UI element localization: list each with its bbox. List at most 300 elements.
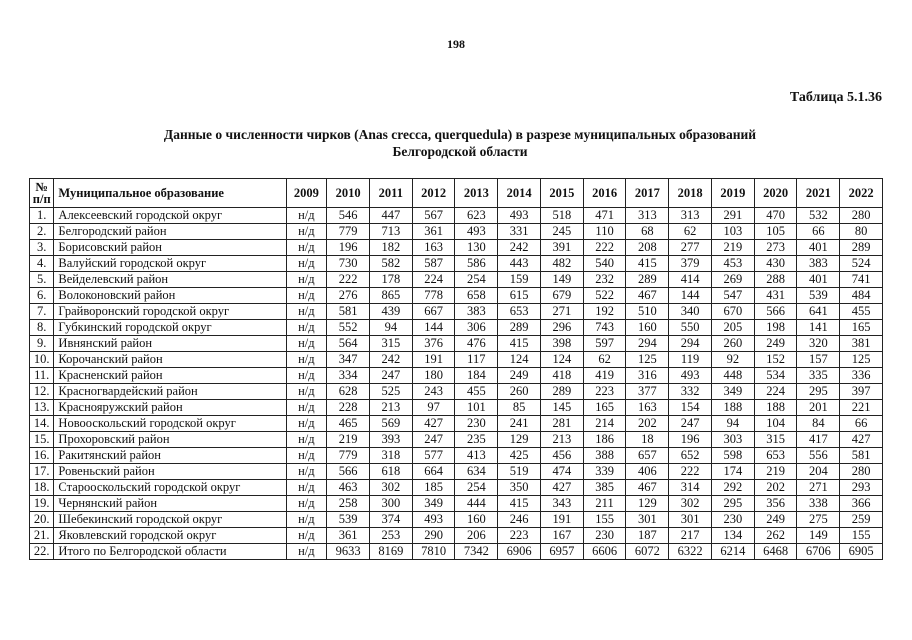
header-year: 2018 (669, 179, 712, 208)
cell-value: 129 (626, 496, 669, 512)
cell-value: 129 (498, 432, 541, 448)
cell-value: 525 (369, 384, 412, 400)
cell-value: 493 (412, 512, 455, 528)
cell-value: 550 (669, 320, 712, 336)
header-year: 2015 (540, 179, 583, 208)
cell-value: 196 (669, 432, 712, 448)
cell-value: 586 (455, 256, 498, 272)
table-row (30, 480, 883, 496)
cell-value: 6905 (840, 544, 883, 560)
cell-value: 149 (797, 528, 840, 544)
cell-value: 413 (455, 448, 498, 464)
cell-value: 110 (583, 224, 626, 240)
cell-value: 540 (583, 256, 626, 272)
cell-value: 149 (540, 272, 583, 288)
cell-value: 180 (412, 368, 455, 384)
row-index: 14. (30, 416, 54, 432)
municipality-name: Волоконовский район (54, 288, 286, 304)
table-body (30, 208, 883, 560)
cell-value: 518 (540, 208, 583, 224)
cell-value: 383 (455, 304, 498, 320)
page-number: 198 (447, 37, 465, 51)
cell-value: 97 (412, 400, 455, 416)
cell-value: 398 (540, 336, 583, 352)
row-index: 16. (30, 448, 54, 464)
cell-value: 467 (626, 288, 669, 304)
header-year: 2020 (754, 179, 797, 208)
cell-value: 186 (583, 432, 626, 448)
cell-value: 448 (711, 368, 754, 384)
cell-value: 493 (669, 368, 712, 384)
cell-value: 664 (412, 464, 455, 480)
cell-value: 634 (455, 464, 498, 480)
cell-value: 219 (754, 464, 797, 480)
cell-value: 275 (797, 512, 840, 528)
cell-value: 6214 (711, 544, 754, 560)
row-index: 6. (30, 288, 54, 304)
cell-value: 316 (626, 368, 669, 384)
caption-line-1: Данные о численности чирков (Anas crecca, querquedula) в разрезе муниципальных образований (163, 127, 757, 142)
cell-value: 68 (626, 224, 669, 240)
cell-value: 381 (840, 336, 883, 352)
cell-value: 618 (369, 464, 412, 480)
municipality-name: Алексеевский городской округ (54, 208, 286, 224)
municipality-name: Ивнянский район (54, 336, 286, 352)
table-row (30, 384, 883, 400)
header-index: № п/п (30, 179, 54, 208)
cell-value: 192 (583, 304, 626, 320)
municipality-name: Итого по Белгородской области (54, 544, 286, 560)
table-row (30, 288, 883, 304)
cell-value: 258 (327, 496, 370, 512)
cell-value: 202 (626, 416, 669, 432)
cell-value: 300 (369, 496, 412, 512)
table-row (30, 464, 883, 480)
cell-value: 205 (711, 320, 754, 336)
cell-value: н/д (286, 496, 327, 512)
cell-value: 779 (327, 224, 370, 240)
cell-value: 401 (797, 240, 840, 256)
cell-value: 376 (412, 336, 455, 352)
cell-value: 356 (754, 496, 797, 512)
cell-value: 391 (540, 240, 583, 256)
cell-value: 552 (327, 320, 370, 336)
municipality-name: Вейделевский район (54, 272, 286, 288)
cell-value: 315 (369, 336, 412, 352)
cell-value: 453 (711, 256, 754, 272)
cell-value: 222 (669, 464, 712, 480)
row-index: 8. (30, 320, 54, 336)
cell-value: н/д (286, 384, 327, 400)
table-row (30, 496, 883, 512)
municipality-name: Чернянский район (54, 496, 286, 512)
cell-value: 338 (797, 496, 840, 512)
row-index: 3. (30, 240, 54, 256)
cell-value: 167 (540, 528, 583, 544)
cell-value: 332 (669, 384, 712, 400)
cell-value: 155 (840, 528, 883, 544)
cell-value: 208 (626, 240, 669, 256)
cell-value: 419 (583, 368, 626, 384)
cell-value: н/д (286, 256, 327, 272)
cell-value: 213 (369, 400, 412, 416)
cell-value: 415 (498, 336, 541, 352)
cell-value: н/д (286, 480, 327, 496)
cell-value: 260 (711, 336, 754, 352)
municipality-name: Яковлевский городской округ (54, 528, 286, 544)
cell-value: 160 (626, 320, 669, 336)
cell-value: 232 (583, 272, 626, 288)
cell-value: н/д (286, 272, 327, 288)
cell-value: 152 (754, 352, 797, 368)
cell-value: 6906 (498, 544, 541, 560)
cell-value: 532 (797, 208, 840, 224)
cell-value: 349 (412, 496, 455, 512)
municipality-name: Старооскольский городской округ (54, 480, 286, 496)
cell-value: н/д (286, 240, 327, 256)
cell-value: 62 (583, 352, 626, 368)
header-year: 2021 (797, 179, 840, 208)
cell-value: 302 (669, 496, 712, 512)
table-row (30, 256, 883, 272)
cell-value: 198 (754, 320, 797, 336)
cell-value: н/д (286, 400, 327, 416)
cell-value: 476 (455, 336, 498, 352)
cell-value: 347 (327, 352, 370, 368)
cell-value: 182 (369, 240, 412, 256)
cell-value: 652 (669, 448, 712, 464)
cell-value: 339 (583, 464, 626, 480)
cell-value: 117 (455, 352, 498, 368)
cell-value: 273 (754, 240, 797, 256)
cell-value: 7342 (455, 544, 498, 560)
cell-value: 188 (754, 400, 797, 416)
cell-value: 187 (626, 528, 669, 544)
cell-value: н/д (286, 320, 327, 336)
cell-value: 743 (583, 320, 626, 336)
cell-value: 379 (669, 256, 712, 272)
cell-value: 406 (626, 464, 669, 480)
cell-value: 7810 (412, 544, 455, 560)
cell-value: 165 (840, 320, 883, 336)
cell-value: 160 (455, 512, 498, 528)
cell-value: 313 (669, 208, 712, 224)
cell-value: 289 (840, 240, 883, 256)
cell-value: 196 (327, 240, 370, 256)
row-index: 18. (30, 480, 54, 496)
cell-value: 361 (412, 224, 455, 240)
cell-value: 276 (327, 288, 370, 304)
cell-value: 456 (540, 448, 583, 464)
cell-value: 471 (583, 208, 626, 224)
cell-value: 741 (840, 272, 883, 288)
cell-value: 157 (797, 352, 840, 368)
cell-value: 427 (412, 416, 455, 432)
caption-line-2: Белгородской области (392, 144, 528, 159)
cell-value: 230 (455, 416, 498, 432)
cell-value: 155 (583, 512, 626, 528)
cell-value: 222 (327, 272, 370, 288)
table-row (30, 336, 883, 352)
cell-value: 125 (626, 352, 669, 368)
cell-value: 222 (583, 240, 626, 256)
cell-value: 556 (797, 448, 840, 464)
cell-value: 271 (797, 480, 840, 496)
cell-value: 163 (626, 400, 669, 416)
cell-value: 427 (540, 480, 583, 496)
cell-value: 130 (455, 240, 498, 256)
cell-value: 447 (369, 208, 412, 224)
header-year: 2012 (412, 179, 455, 208)
cell-value: 444 (455, 496, 498, 512)
cell-value: 340 (669, 304, 712, 320)
municipality-name: Губкинский городской округ (54, 320, 286, 336)
cell-value: 628 (327, 384, 370, 400)
cell-value: 259 (840, 512, 883, 528)
municipality-name: Корочанский район (54, 352, 286, 368)
cell-value: 66 (797, 224, 840, 240)
cell-value: 349 (711, 384, 754, 400)
municipality-name: Ракитянский район (54, 448, 286, 464)
cell-value: 202 (754, 480, 797, 496)
cell-value: 415 (626, 256, 669, 272)
cell-value: 145 (540, 400, 583, 416)
cell-value: н/д (286, 208, 327, 224)
cell-value: 564 (327, 336, 370, 352)
table-header-row (30, 179, 883, 208)
row-index: 21. (30, 528, 54, 544)
cell-value: 241 (498, 416, 541, 432)
cell-value: 366 (840, 496, 883, 512)
cell-value: 401 (797, 272, 840, 288)
cell-value: 105 (754, 224, 797, 240)
row-index: 7. (30, 304, 54, 320)
cell-value: 134 (711, 528, 754, 544)
cell-value: 427 (840, 432, 883, 448)
cell-value: 281 (540, 416, 583, 432)
cell-value: 470 (754, 208, 797, 224)
cell-value: 320 (797, 336, 840, 352)
header-year: 2014 (498, 179, 541, 208)
cell-value: 295 (711, 496, 754, 512)
cell-value: 547 (711, 288, 754, 304)
cell-value: 223 (498, 528, 541, 544)
cell-value: 6322 (669, 544, 712, 560)
cell-value: 62 (669, 224, 712, 240)
cell-value: 217 (669, 528, 712, 544)
cell-value: 101 (455, 400, 498, 416)
table-row (30, 304, 883, 320)
cell-value: 204 (797, 464, 840, 480)
cell-value: 184 (455, 368, 498, 384)
cell-value: 224 (754, 384, 797, 400)
cell-value: 228 (327, 400, 370, 416)
cell-value: 94 (369, 320, 412, 336)
municipality-name: Красненский район (54, 368, 286, 384)
cell-value: 144 (412, 320, 455, 336)
cell-value: 211 (583, 496, 626, 512)
cell-value: 206 (455, 528, 498, 544)
table-row (30, 320, 883, 336)
cell-value: 124 (540, 352, 583, 368)
cell-value: 92 (711, 352, 754, 368)
cell-value: 331 (498, 224, 541, 240)
cell-value: 374 (369, 512, 412, 528)
cell-value: 414 (669, 272, 712, 288)
cell-value: 566 (327, 464, 370, 480)
cell-value: 493 (498, 208, 541, 224)
cell-value: 350 (498, 480, 541, 496)
cell-value: 623 (455, 208, 498, 224)
cell-value: 587 (412, 256, 455, 272)
cell-value: 598 (711, 448, 754, 464)
cell-value: н/д (286, 368, 327, 384)
municipality-name: Грайворонский городской округ (54, 304, 286, 320)
row-index: 15. (30, 432, 54, 448)
cell-value: 291 (711, 208, 754, 224)
municipality-name: Шебекинский городской округ (54, 512, 286, 528)
cell-value: 581 (840, 448, 883, 464)
cell-value: 455 (840, 304, 883, 320)
cell-value: 289 (540, 384, 583, 400)
cell-value: 567 (412, 208, 455, 224)
cell-value: 245 (540, 224, 583, 240)
cell-value: 224 (412, 272, 455, 288)
cell-value: 455 (455, 384, 498, 400)
cell-value: 80 (840, 224, 883, 240)
table-row (30, 544, 883, 560)
cell-value: 125 (840, 352, 883, 368)
municipality-name: Валуйский городской округ (54, 256, 286, 272)
cell-value: 219 (327, 432, 370, 448)
cell-value: 658 (455, 288, 498, 304)
cell-value: 534 (754, 368, 797, 384)
table-row (30, 432, 883, 448)
cell-value: н/д (286, 528, 327, 544)
cell-value: 165 (583, 400, 626, 416)
table-caption (60, 126, 860, 160)
cell-value: 9633 (327, 544, 370, 560)
cell-value: 418 (540, 368, 583, 384)
municipality-name: Ровеньский район (54, 464, 286, 480)
cell-value: 271 (540, 304, 583, 320)
municipality-name: Прохоровский район (54, 432, 286, 448)
header-municipality: Муниципальное образование (54, 179, 286, 208)
cell-value: 383 (797, 256, 840, 272)
cell-value: 124 (498, 352, 541, 368)
cell-value: 277 (669, 240, 712, 256)
row-index: 19. (30, 496, 54, 512)
cell-value: 185 (412, 480, 455, 496)
cell-value: 253 (369, 528, 412, 544)
cell-value: 103 (711, 224, 754, 240)
cell-value: 247 (369, 368, 412, 384)
cell-value: 6468 (754, 544, 797, 560)
cell-value: 214 (583, 416, 626, 432)
cell-value: 178 (369, 272, 412, 288)
cell-value: 223 (583, 384, 626, 400)
cell-value: 657 (626, 448, 669, 464)
cell-value: 280 (840, 208, 883, 224)
cell-value: 415 (498, 496, 541, 512)
cell-value: 343 (540, 496, 583, 512)
cell-value: 141 (797, 320, 840, 336)
cell-value: 247 (412, 432, 455, 448)
cell-value: 314 (669, 480, 712, 496)
cell-value: 393 (369, 432, 412, 448)
cell-value: 597 (583, 336, 626, 352)
cell-value: н/д (286, 224, 327, 240)
cell-value: 519 (498, 464, 541, 480)
cell-value: 361 (327, 528, 370, 544)
cell-value: 430 (754, 256, 797, 272)
cell-value: 582 (369, 256, 412, 272)
table-row (30, 416, 883, 432)
cell-value: 463 (327, 480, 370, 496)
header-year: 2009 (286, 179, 327, 208)
cell-value: 94 (711, 416, 754, 432)
cell-value: 201 (797, 400, 840, 416)
cell-value: 191 (412, 352, 455, 368)
row-index: 11. (30, 368, 54, 384)
cell-value: 539 (327, 512, 370, 528)
header-year: 2016 (583, 179, 626, 208)
cell-value: 313 (626, 208, 669, 224)
cell-value: 254 (455, 480, 498, 496)
cell-value: 667 (412, 304, 455, 320)
table-row (30, 208, 883, 224)
cell-value: 213 (540, 432, 583, 448)
cell-value: 385 (583, 480, 626, 496)
cell-value: 577 (412, 448, 455, 464)
cell-value: 6706 (797, 544, 840, 560)
cell-value: 493 (455, 224, 498, 240)
cell-value: 188 (711, 400, 754, 416)
cell-value: 484 (840, 288, 883, 304)
row-index: 17. (30, 464, 54, 480)
cell-value: 6957 (540, 544, 583, 560)
cell-value: 293 (840, 480, 883, 496)
table-row (30, 224, 883, 240)
cell-value: 249 (498, 368, 541, 384)
table-label: Таблица 5.1.36 (789, 90, 882, 105)
cell-value: 482 (540, 256, 583, 272)
cell-value: 243 (412, 384, 455, 400)
cell-value: 303 (711, 432, 754, 448)
cell-value: 467 (626, 480, 669, 496)
table-row (30, 240, 883, 256)
cell-value: 230 (711, 512, 754, 528)
cell-value: 6606 (583, 544, 626, 560)
cell-value: 679 (540, 288, 583, 304)
header-year: 2013 (455, 179, 498, 208)
row-index: 10. (30, 352, 54, 368)
cell-value: 439 (369, 304, 412, 320)
cell-value: 290 (412, 528, 455, 544)
cell-value: 280 (840, 464, 883, 480)
cell-value: 615 (498, 288, 541, 304)
cell-value: 144 (669, 288, 712, 304)
cell-value: 66 (840, 416, 883, 432)
cell-value: н/д (286, 432, 327, 448)
cell-value: 230 (583, 528, 626, 544)
cell-value: 8169 (369, 544, 412, 560)
cell-value: 289 (498, 320, 541, 336)
cell-value: 315 (754, 432, 797, 448)
cell-value: 730 (327, 256, 370, 272)
header-year: 2010 (327, 179, 370, 208)
header-year: 2017 (626, 179, 669, 208)
